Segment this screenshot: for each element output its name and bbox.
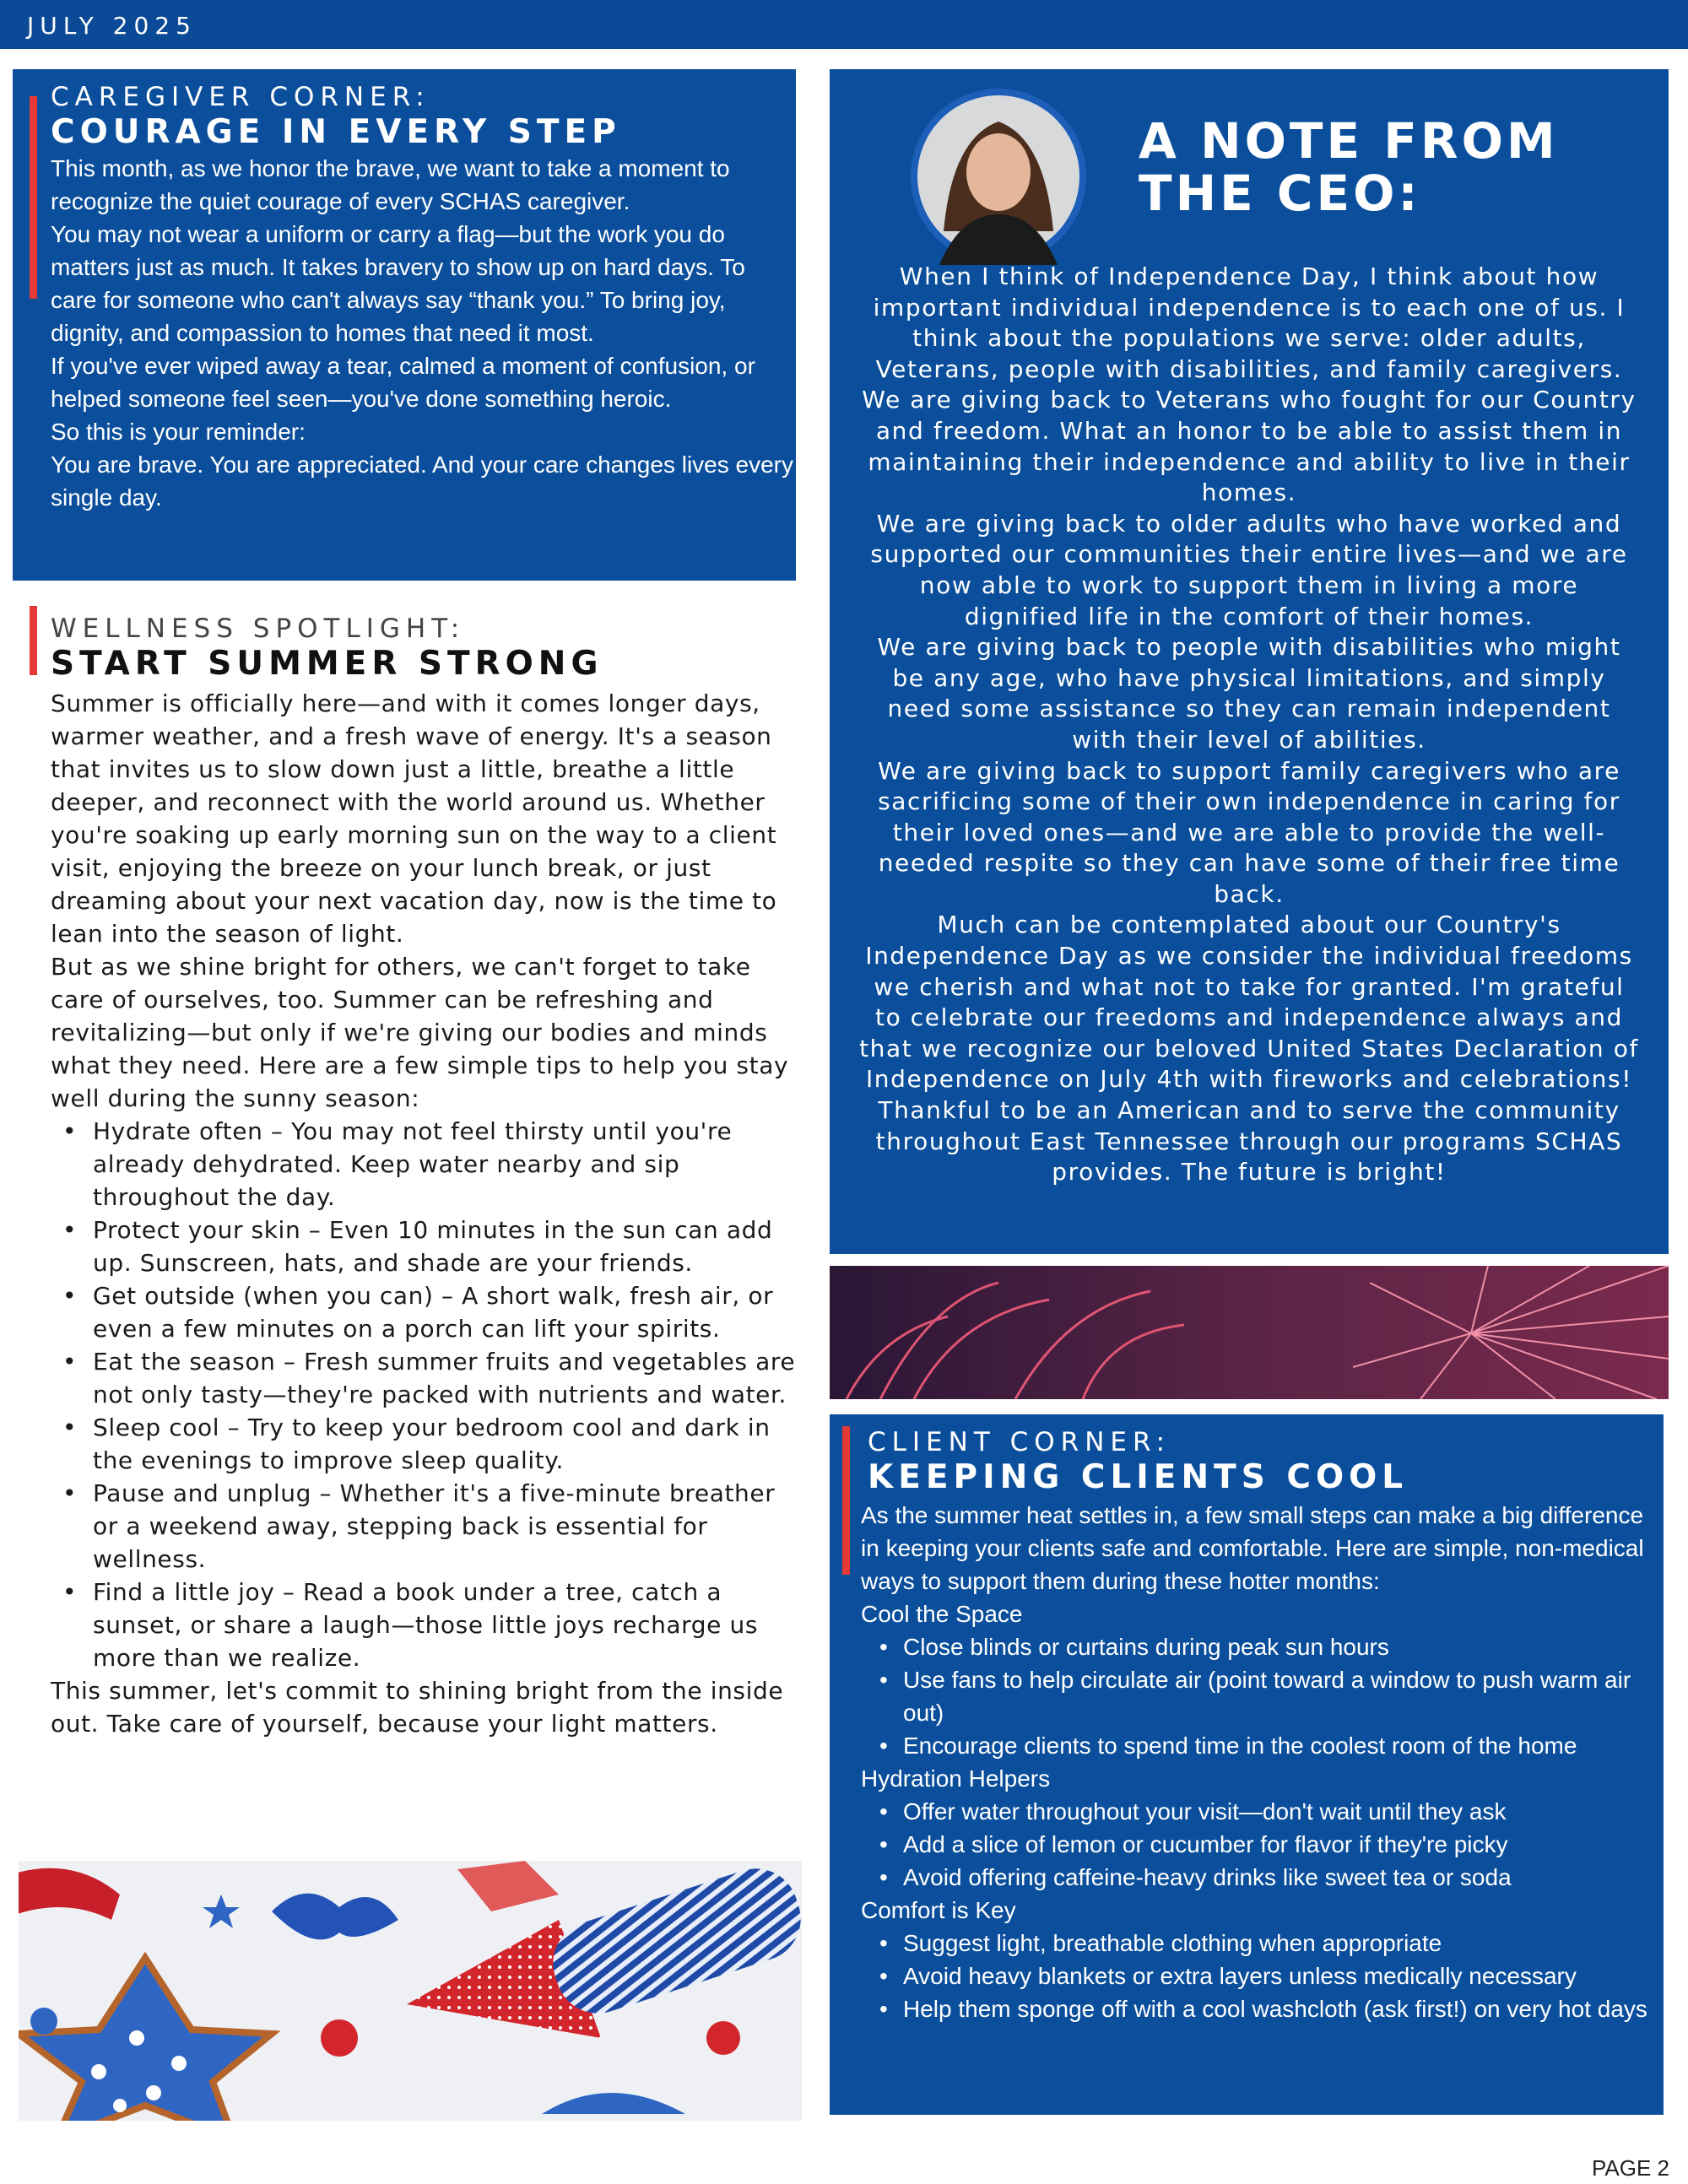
client-title: KEEPING CLIENTS COOL — [868, 1458, 1409, 1496]
client-intro: As the summer heat settles in, a few small steps can make a big difference in keeping your clients safe and comfortable. Here are simple, non-medical ways to support them during these hotter months: — [861, 1502, 1644, 1594]
ceo-paragraph: We are giving back to people with disabilities who might be any age, who have physical limitations, and simply need some assistance so they can remain independent with their level of abilities. — [877, 633, 1621, 754]
list-item: • Add a slice of lemon or cucumber for flavor if they're picky — [861, 1828, 1650, 1861]
wellness-spotlight-section — [13, 601, 798, 1816]
list-item: • Avoid offering caffeine-heavy drinks like sweet tea or soda — [861, 1861, 1650, 1894]
client-body — [861, 1499, 1650, 2025]
list-item: • Use fans to help circulate air (point toward a window to push warm air out) — [861, 1663, 1650, 1729]
ceo-paragraph: We are giving back to support family caregivers who are sacrificing some of their own independence in caring for their loved ones—and we are able to provide the well-needed respite so they can have some of their free time back. — [878, 756, 1620, 908]
patriotic-party-image — [19, 1861, 802, 2121]
top-banner — [0, 0, 1688, 49]
list-item: • Eat the season – Fresh summer fruits and vegetables are not only tasty—they're packed with nutrients and water. — [51, 1345, 798, 1411]
wellness-kicker: WELLNESS SPOTLIGHT: — [51, 614, 466, 644]
fireworks-image — [830, 1266, 1669, 1399]
issue-date: JULY 2025 — [27, 12, 197, 40]
caregiver-paragraph: So this is your reminder: — [51, 419, 306, 445]
accent-bar — [30, 606, 37, 675]
caregiver-paragraph: This month, as we honor the brave, we want to take a moment to recognize the quiet courage of every SCHAS caregiver. — [51, 155, 730, 214]
wellness-intro: But as we shine bright for others, we can't forget to take care of ourselves, too. Summer can be refreshing and revitalizing—but only if we're giving our bodies and minds what they need. Here are a few simple tips to help you stay well during the sunny season: — [51, 953, 789, 1112]
caregiver-paragraph: If you've ever wiped away a tear, calmed a moment of confusion, or helped someone feel seen—you've done something heroic. — [51, 353, 755, 412]
accent-bar — [30, 96, 37, 299]
ceo-portrait — [910, 88, 1087, 265]
list-item: • Get outside (when you can) – A short walk, fresh air, or even a few minutes on a porch can lift your spirits. — [51, 1279, 798, 1345]
list-item: • Sleep cool – Try to keep your bedroom cool and dark in the evenings to improve sleep quality. — [51, 1411, 798, 1477]
list-item: • Hydrate often – You may not feel thirsty until you're already dehydrated. Keep water nearby and sip throughout the day. — [51, 1115, 798, 1214]
client-subheading: Hydration Helpers — [861, 1765, 1051, 1792]
wellness-closing: This summer, let's commit to shining bright from the inside out. Take care of yourself, because your light matters. — [51, 1677, 784, 1738]
caregiver-corner-panel — [13, 69, 796, 581]
list-item: • Suggest light, breathable clothing when appropriate — [861, 1927, 1650, 1960]
ceo-title-line2: THE CEO: — [1139, 165, 1421, 222]
list-item: • Avoid heavy blankets or extra layers unless medically necessary — [861, 1960, 1650, 1992]
caregiver-paragraph: You are brave. You are appreciated. And your care changes lives every single day. — [51, 451, 793, 511]
list-item: • Protect your skin – Even 10 minutes in the sun can add up. Sunscreen, hats, and shade are your friends. — [51, 1214, 798, 1279]
wellness-title: START SUMMER STRONG — [51, 645, 603, 683]
list-item: • Help them sponge off with a cool washcloth (ask first!) on very hot days — [861, 1992, 1650, 2025]
caregiver-body — [51, 152, 793, 514]
ceo-paragraph: We are giving back to older adults who have worked and supported our communities their entire lives—and we are now able to work to support them in living a more dignified life in the comfort of their homes. — [870, 509, 1628, 630]
list-item: • Encourage clients to spend time in the coolest room of the home — [861, 1729, 1650, 1762]
list-item: • Pause and unplug – Whether it's a five-minute breather or a weekend away, stepping back is essential for wellness. — [51, 1477, 798, 1576]
wellness-body — [51, 687, 798, 1740]
wellness-intro: Summer is officially here—and with it comes longer days, warmer weather, and a fresh wave of energy. It's a season that invites us to slow down just a little, breathe a little deeper, and reconnect with the world around us. Whether you're soaking up early morning sun on the way to a client visit, enjoying the breeze on your lunch break, or just dreaming about your next vacation day, now is the time to lean into the season of light. — [51, 689, 777, 948]
page-number: PAGE 2 — [1591, 2155, 1669, 2181]
client-list — [861, 1927, 1650, 2025]
client-list — [861, 1795, 1650, 1894]
caregiver-paragraph: You may not wear a uniform or carry a flag—but the work you do matters just as much. It takes bravery to show up on hard days. To care for someone who can't always say “thank you.” To bring joy, dignity, and compassion to homes that need it most. — [51, 221, 745, 346]
ceo-body — [858, 262, 1640, 1188]
client-subheading: Comfort is Key — [861, 1897, 1016, 1923]
list-item: • Offer water throughout your visit—don't wait until they ask — [861, 1795, 1650, 1828]
accent-bar — [842, 1426, 850, 1575]
ceo-paragraph: Much can be contemplated about our Country's Independence Day as we consider the individual freedoms we cherish and what not to take for granted. I'm grateful to celebrate our freedoms and independence always and that we recognize our beloved United States Declaration of Independence on July 4th with fireworks and celebrations! — [859, 911, 1639, 1094]
list-item: • Find a little joy – Read a book under a tree, catch a sunset, or share a laugh—those little joys recharge us more than we realize. — [51, 1576, 798, 1674]
wellness-tips-list — [51, 1115, 798, 1674]
party-illustration — [19, 1861, 802, 2121]
fireworks-illustration — [830, 1266, 1669, 1399]
client-corner-panel — [830, 1414, 1664, 2115]
caregiver-kicker: CAREGIVER CORNER: — [51, 82, 430, 112]
list-item: • Close blinds or curtains during peak sun hours — [861, 1630, 1650, 1663]
client-subheading: Cool the Space — [861, 1601, 1023, 1627]
ceo-note-panel — [830, 69, 1669, 1254]
client-list — [861, 1630, 1650, 1762]
ceo-title-line1: A NOTE FROM — [1139, 112, 1559, 170]
ceo-paragraph: When I think of Independence Day, I think about how important individual independence is to each one of us. I think about the populations we serve: older adults, Veterans, people with disabilities, and family caregivers. We are giving back to Veterans who fought for our Country and freedom. What an honor to be able to assist them in maintaining their independence and ability to live in their homes. — [862, 262, 1637, 507]
client-kicker: CLIENT CORNER: — [868, 1427, 1171, 1457]
caregiver-title: COURAGE IN EVERY STEP — [51, 113, 621, 151]
ceo-paragraph: Thankful to be an American and to serve the community throughout East Tennessee through our programs SCHAS provides. The future is bright! — [875, 1096, 1623, 1187]
